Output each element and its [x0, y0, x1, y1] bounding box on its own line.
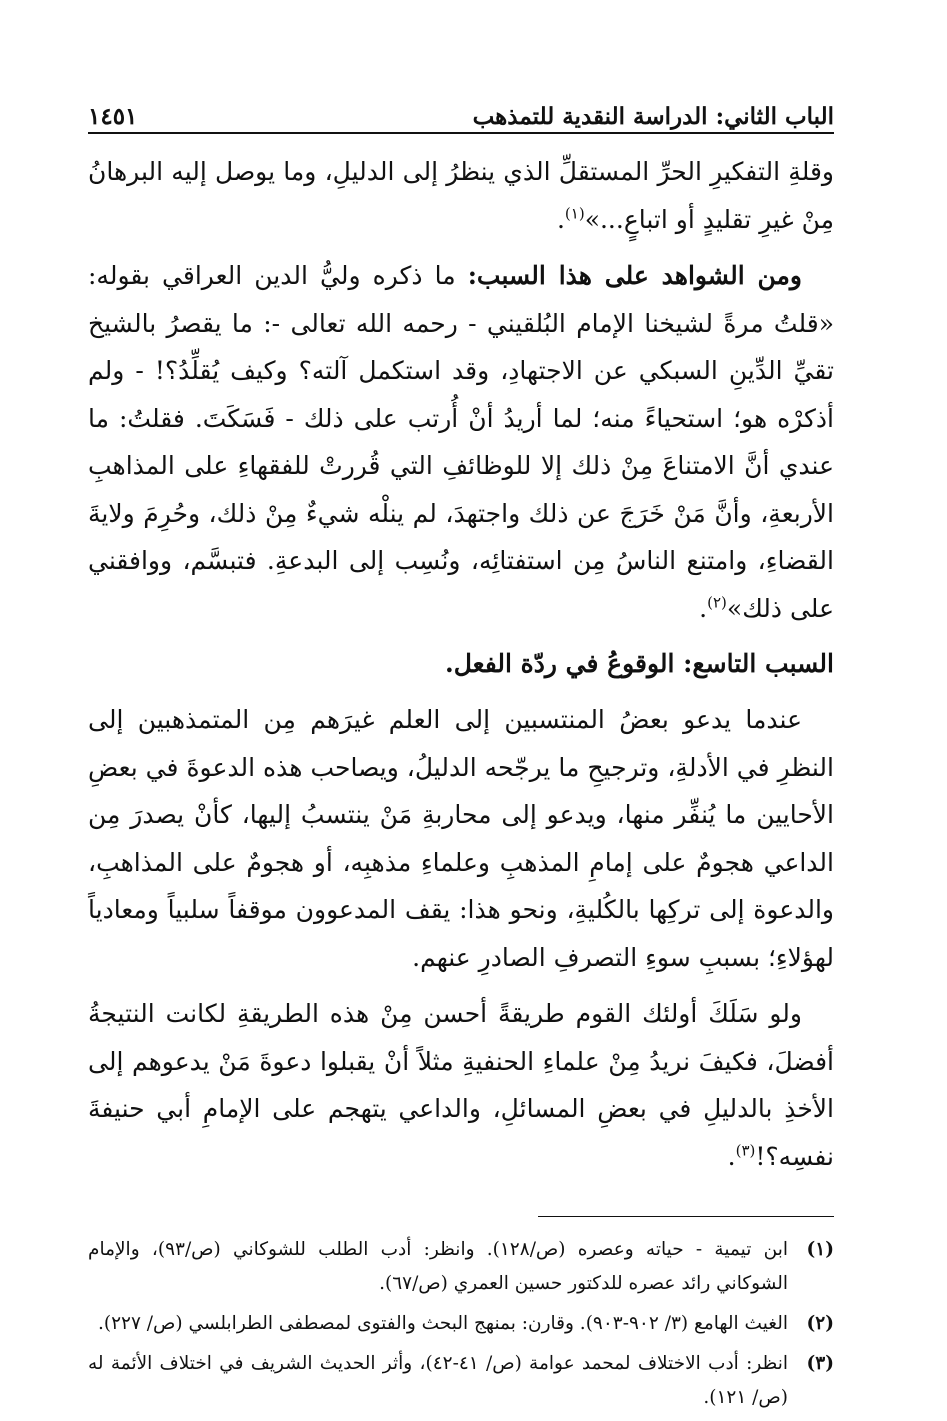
- paragraph-text: ولو سَلَكَ أولئك القوم طريقةً أحسن مِنْ هذه الطريقةِ لكانت النتيجةُ أفضلَ، فكيفَ نريدُ مِنْ علماءِ الحنفيةِ مثلاً أنْ يقبلوا دعوةَ مَنْ يدعوهم إلى الأخذِ بالدليلِ في بعضِ المسائلِ، والداعي يتهجم على الإمامِ أبي حنيفةَ نفسِه؟!: [88, 999, 834, 1171]
- section-label: السبب التاسع:: [683, 649, 834, 678]
- paragraph: ومن الشواهد على هذا السبب: ما ذكره وليُّ الدين العراقي بقوله: «قلتُ مرةً لشيخنا الإمام البُلقيني - رحمه الله تعالى -: ما يقصرُ بالشيخ تقيِّ الدِّينِ السبكي عن الاجتهادِ، وقد استكمل آلته؟ وكيف يُقلِّدُ؟! - ولم أذكرْه هو؛ استحياءً منه؛ لما أريدُ أنْ أُرتب على ذلك - فَسَكَتَ. فقلتُ: ما عندي أنَّ الامتناعَ مِنْ ذلك إلا للوظائفِ التي قُررتْ للفقهاءِ على المذاهبِ الأربعةِ، وأنَّ مَنْ خَرَجَ عن ذلك واجتهدَ، لم ينلْه شيءٌ مِنْ ذلك، وحُرِمَ ولايةَ القضاءِ، وامتنع الناسُ مِن استفتائِه، ونُسِب إلى البدعةِ. فتبسَّم، ووافقني على ذلك»$^{(٢)}$.: [88, 261, 834, 623]
- paragraph-text: ما ذكره وليُّ الدين العراقي بقوله: «قلتُ مرةً لشيخنا الإمام البُلقيني - رحمه الله تعالى -: ما يقصرُ بالشيخ تقيِّ الدِّينِ السبكي عن الاجتهادِ، وقد استكمل آلته؟ وكيف يُقلِّدُ؟! - ولم أذكرْه هو؛ استحياءً منه؛ لما أريدُ أنْ أُرتب على ذلك - فَسَكَتَ. فقلتُ: ما عندي أنَّ الامتناعَ مِنْ ذلك إلا للوظائفِ التي قُررتْ للفقهاءِ على المذاهبِ الأربعةِ، وأنَّ مَنْ خَرَجَ عن ذلك واجتهدَ، لم ينلْه شيءٌ مِنْ ذلك، وحُرِمَ ولايةَ القضاءِ، وامتنع الناسُ مِن استفتائِه، ونُسِب إلى البدعةِ. فتبسَّم، ووافقني على ذلك»: [88, 261, 834, 623]
- footnote-text: ابن تيمية - حياته وعصره (ص/١٢٨). وانظر: أدب الطلب للشوكاني (ص/٩٣)، والإمام الشوكاني رائد عصره للدكتور حسين العمري (ص/٦٧).: [88, 1239, 788, 1294]
- footnotes: [88, 1233, 834, 1415]
- paragraph-lead: ومن الشواهد على هذا السبب:: [467, 261, 802, 290]
- main-text: [88, 148, 834, 1180]
- footnote: [88, 1347, 834, 1415]
- footnote-ref: (٢): [707, 593, 727, 612]
- chapter-title: الباب الثاني: الدراسة النقدية للتمذهب: [472, 103, 834, 130]
- section-heading: [88, 641, 834, 687]
- footnote: [88, 1307, 834, 1341]
- section-title: الوقوعُ في ردّة الفعل.: [445, 649, 684, 678]
- page-header: [88, 96, 834, 134]
- footnote-number: (١): [806, 1239, 834, 1260]
- paragraph: وقلةِ التفكيرِ الحرِّ المستقلِّ الذي ينظرُ إلى الدليلِ، وما يوصل إليه البرهانُ مِنْ غيرِ تقليدٍ أو اتباعٍ...»$^{(١)}$.: [88, 157, 834, 234]
- footnote-number: (٢): [806, 1313, 834, 1334]
- paragraph-text: وقلةِ التفكيرِ الحرِّ المستقلِّ الذي ينظرُ إلى الدليلِ، وما يوصل إليه البرهانُ مِنْ غيرِ تقليدٍ أو اتباعٍ...»: [88, 157, 834, 234]
- paragraph: عندما يدعو بعضُ المنتسبين إلى العلم غيرَهم مِن المتمذهبين إلى النظرِ في الأدلةِ، وترجيحِ ما يرجّحه الدليلُ، ويصاحب هذه الدعوةَ في بعضِ الأحايين ما يُنفِّر منها، ويدعو إلى محاربةِ مَنْ ينتسبُ إليها، كأنْ يصدرَ مِن الداعي هجومٌ على إمامِ المذهبِ وعلماءِ مذهبِه، أو هجومٌ على المذاهبِ، والدعوة إلى تركِها بالكُليةِ، ونحو هذا: يقف المدعوون موقفاً سلبياً ومعادياً لهؤلاءِ؛ بسببِ سوءِ التصرفِ الصادرِ عنهم.: [88, 705, 834, 972]
- paragraph: ولو سَلَكَ أولئك القوم طريقةً أحسن مِنْ هذه الطريقةِ لكانت النتيجةُ أفضلَ، فكيفَ نريدُ مِنْ علماءِ الحنفيةِ مثلاً أنْ يقبلوا دعوةَ مَنْ يدعوهم إلى الأخذِ بالدليلِ في بعضِ المسائلِ، والداعي يتهجم على الإمامِ أبي حنيفةَ نفسِه؟!$^{(٣)}$.: [88, 999, 834, 1171]
- footnote-text: انظر: أدب الاختلاف لمحمد عوامة (ص/ ٤١-٤٢)، وأثر الحديث الشريف في اختلاف الأئمة له (ص/ ١٢١).: [88, 1353, 789, 1408]
- footnote: [88, 1233, 834, 1301]
- footnote-ref: (١): [564, 204, 585, 223]
- footnote-text: الغيث الهامع (٣/ ٩٠٢-٩٠٣). وقارن: بمنهج البحث والفتوى لمصطفى الطرابلسي (ص/ ٢٢٧).: [97, 1313, 788, 1334]
- page-number: ١٤٥١: [88, 103, 138, 130]
- book-page: [88, 96, 834, 1421]
- footnote-ref: (٣): [735, 1141, 756, 1160]
- footnote-number: (٣): [806, 1353, 834, 1374]
- footnote-separator: [538, 1216, 834, 1217]
